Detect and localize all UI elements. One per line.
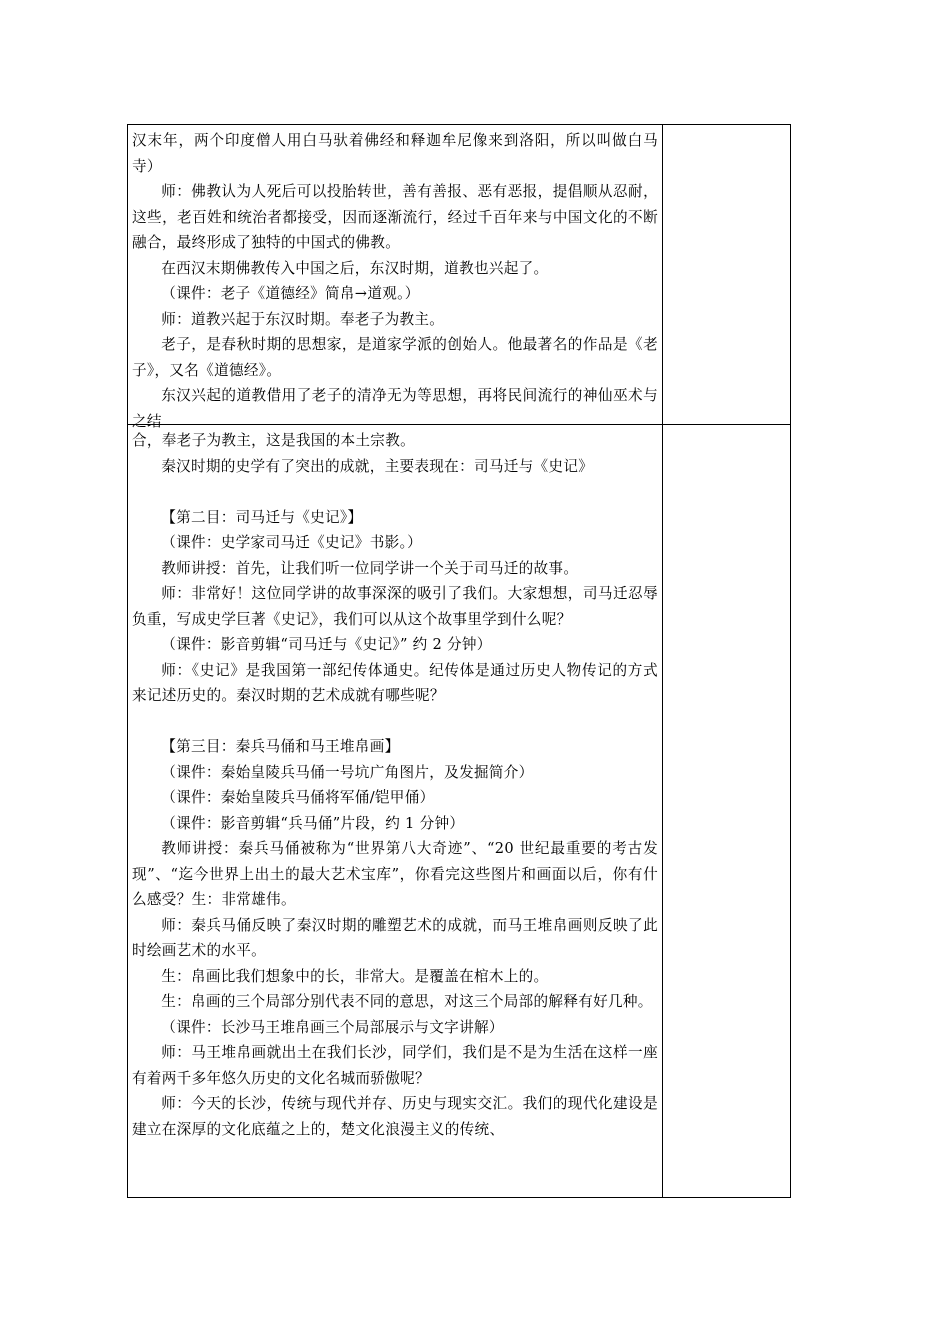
paragraph: （课件：秦始皇陵兵马俑一号坑广角图片，及发掘简介） <box>161 763 534 781</box>
paragraph: 师：道教兴起于东汉时期。奉老子为教主。 <box>161 310 445 328</box>
paragraph: 东汉兴起的道教借用了老子的清净无为等思想，再将民间流行的神仙巫术与之结 <box>132 387 658 430</box>
lesson-table <box>127 124 791 1198</box>
paragraph: 师：佛教认为人死后可以投胎转世，善有善报、恶有恶报，提倡顺从忍耐，这些，老百姓和统治者都接受，因而逐渐流行，经过千百年来与中国文化的不断融合，最终形成了独特的中国式的佛教。 <box>132 183 658 251</box>
paragraph: 师：今天的长沙，传统与现代并存、历史与现实交汇。我们的现代化建设是建立在深厚的文化底蕴之上的，楚文化浪漫主义的传统、 <box>132 1095 658 1138</box>
paragraph: 师：秦兵马俑反映了秦汉时期的雕塑艺术的成就，而马王堆帛画则反映了此时绘画艺术的水平。 <box>132 916 658 959</box>
paragraph: （课件：老子《道德经》简帛→道观。） <box>161 285 420 302</box>
table-row <box>128 125 791 430</box>
notes-cell <box>663 125 791 424</box>
paragraph: 【第三目：秦兵马俑和马王堆帛画】 <box>161 738 400 755</box>
notes-cell <box>663 425 791 1197</box>
paragraph: 生：帛画的三个局部分别代表不同的意思，对这三个局部的解释有好几种。 <box>161 993 653 1010</box>
paragraph: 师：马王堆帛画就出土在我们长沙，同学们，我们是不是为生活在这样一座有着两千多年悠久历史的文化名城而骄傲呢？ <box>132 1044 658 1087</box>
blank-line <box>132 709 658 735</box>
paragraph: （课件：长沙马王堆帛画三个局部展示与文字讲解） <box>161 1018 504 1036</box>
paragraph: 师：非常好！这位同学讲的故事深深的吸引了我们。大家想想，司马迁忍辱负重，写成史学巨著《史记》，我们可以从这个故事里学到什么呢？ <box>132 585 658 628</box>
paragraph: 秦汉时期的史学有了突出的成就，主要表现在：司马迁与《史记》 <box>161 457 594 475</box>
paragraph: 师：《史记》是我国第一部纪传体通史。纪传体是通过历史人物传记的方式来记述历史的。秦汉时期的艺术成就有哪些呢？ <box>132 661 658 704</box>
paragraph: 老子，是春秋时期的思想家，是道家学派的创始人。他最著名的作品是《老子》，又名《道德经》。 <box>132 336 658 379</box>
paragraph: （课件：秦始皇陵兵马俑将军俑/铠甲俑） <box>161 789 435 806</box>
table-row <box>128 425 791 1198</box>
paragraph: 教师讲授：秦兵马俑被称为“世界第八大奇迹”、“20 世纪最重要的考古发现”、“迄今世界上出土的最大艺术宝库”，你看完这些图片和画面以后，你有什么感受？生：非常雄伟。 <box>132 840 658 908</box>
paragraph: （课件：影音剪辑“兵马俑”片段，约 1 分钟） <box>161 814 465 832</box>
paragraph: 汉末年，两个印度僧人用白马驮着佛经和释迦牟尼像来到洛阳，所以叫做白马寺） <box>132 132 658 175</box>
paragraph: （课件：史学家司马迁《史记》书影。） <box>161 534 422 551</box>
paragraph: 教师讲授：首先，让我们听一位同学讲一个关于司马迁的故事。 <box>161 559 579 577</box>
paragraph: 【第二目：司马迁与《史记》】 <box>161 508 363 526</box>
content-cell <box>128 125 663 430</box>
paragraph: 在西汉末期佛教传入中国之后，东汉时期，道教也兴起了。 <box>161 259 549 277</box>
paragraph: 生：帛画比我们想象中的长，非常大。是覆盖在棺木上的。 <box>161 967 549 985</box>
content-cell <box>128 425 663 1197</box>
paragraph: 合，奉老子为教主，这是我国的本土宗教。 <box>132 432 415 449</box>
paragraph: （课件：影音剪辑“司马迁与《史记》” 约 2 分钟） <box>161 636 492 653</box>
blank-line <box>132 479 658 505</box>
